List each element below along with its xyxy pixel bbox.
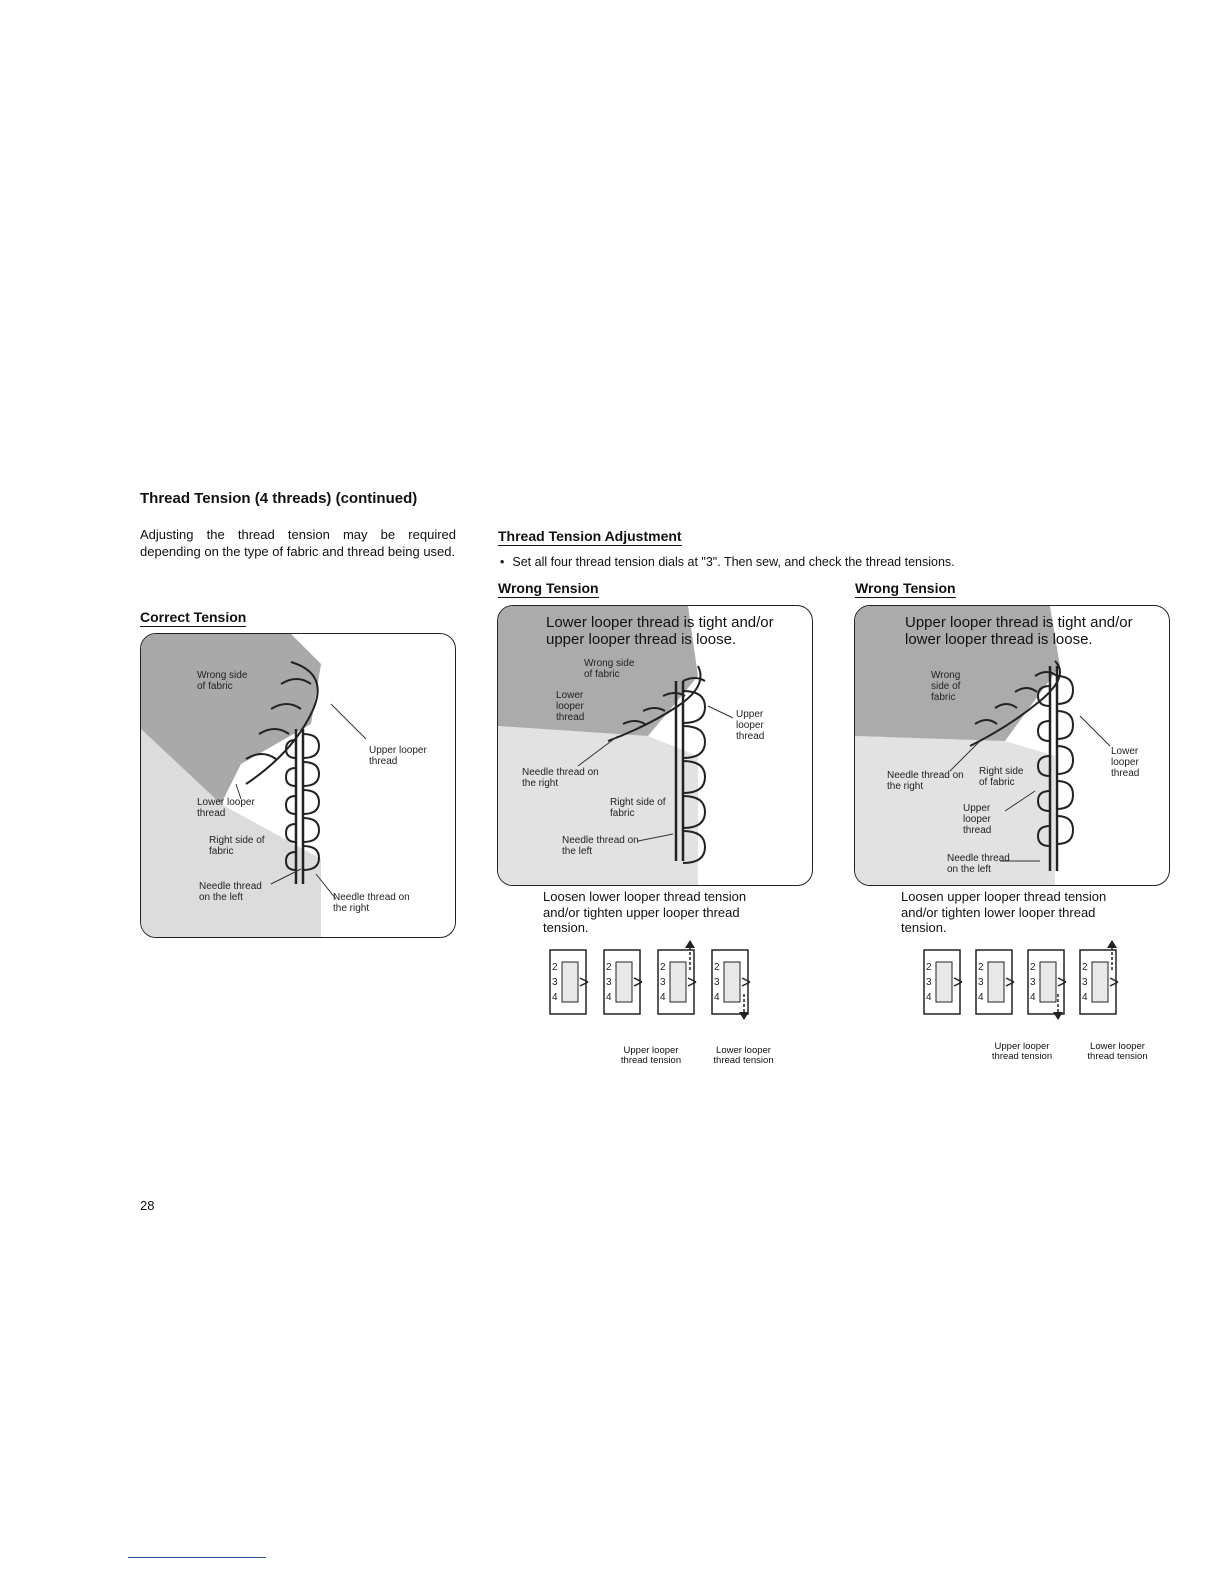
wrong1-instruction: Loosen lower looper thread tension and/or tighten upper looper thread tension. [543,889,747,935]
dial-number: 3 [606,977,612,988]
wrong1-dials-graphic [540,940,790,1020]
dial-number: 3 [1030,977,1036,988]
page-number: 28 [140,1198,155,1213]
wrong1-dial-label-lower: Lower looper thread tension [713,1045,774,1066]
label-needle-left: Needle thread on the left [199,881,262,903]
dial-number: 3 [660,977,666,988]
wrong2-dial-diagram [914,940,1164,1020]
section-title: Thread Tension (4 threads) (continued) [140,490,418,507]
label-needle-right: Needle thread on the right [333,892,410,914]
dial-number: 4 [552,992,558,1003]
dial-number: 2 [926,962,932,973]
dial-number: 2 [606,962,612,973]
wrong1-label-lower-looper: Lower looper thread [556,690,585,723]
wrong1-caption: Lower looper thread is tight and/or upper looper thread is loose. [546,614,774,648]
dial-number: 3 [552,977,558,988]
dial-number: 3 [1082,977,1088,988]
label-right-side: Right side of fabric [209,835,265,857]
wrong2-label-upper-looper: Upper looper thread [963,803,992,836]
dial-number: 2 [1082,962,1088,973]
wrong2-label-wrong-side: Wrong side of fabric [931,670,961,703]
dial-number: 3 [714,977,720,988]
wrong2-label-right-side: Right side of fabric [979,766,1024,788]
wrong1-label-needle-left: Needle thread on the left [562,835,639,857]
dial-number: 4 [1082,992,1088,1003]
wrong1-dial-label-upper: Upper looper thread tension [620,1045,682,1066]
label-upper-looper: Upper looper thread [369,745,427,767]
footer-rule [128,1557,266,1558]
wrong2-caption: Upper looper thread is tight and/or lower looper thread is loose. [905,614,1133,648]
wrong1-label-right-side: Right side of fabric [610,797,666,819]
wrong2-label-lower-looper: Lower looper thread [1111,746,1140,779]
dial-number: 2 [714,962,720,973]
dial-number: 2 [552,962,558,973]
wrong-tension-heading-2: Wrong Tension [855,580,956,596]
wrong-tension-illustration-2 [854,605,1170,886]
wrong2-label-needle-left: Needle thread on the left [947,853,1010,875]
wrong2-label-needle-right: Needle thread on the right [887,770,964,792]
wrong-tension-illustration-1 [497,605,813,886]
wrong1-dial-diagram [540,940,790,1020]
wrong-tension-heading-1: Wrong Tension [498,580,599,596]
dial-number: 3 [926,977,932,988]
correct-tension-heading: Correct Tension [140,609,247,625]
adjustment-bullet: • Set all four thread tension dials at "3". Then sew, and check the thread tensions. [500,555,955,569]
wrong1-label-wrong-side: Wrong side of fabric [584,658,635,680]
wrong1-label-needle-right: Needle thread on the right [522,767,599,789]
dial-number: 3 [978,977,984,988]
dial-number: 4 [978,992,984,1003]
wrong2-instruction: Loosen upper looper thread tension and/or tighten lower looper thread tension. [901,889,1107,935]
label-lower-looper: Lower looper thread [197,797,255,819]
dial-number: 4 [1030,992,1036,1003]
wrong2-dial-label-upper: Upper looper thread tension [991,1041,1053,1062]
dial-number: 2 [978,962,984,973]
adjustment-heading: Thread Tension Adjustment [498,528,682,544]
dial-number: 4 [714,992,720,1003]
wrong2-dial-label-lower: Lower looper thread tension [1087,1041,1148,1062]
intro-text: Adjusting the thread tension may be required depending on the type of fabric and thread being used. [140,527,456,559]
dial-number: 4 [926,992,932,1003]
correct-tension-illustration [140,633,456,938]
dial-number: 2 [1030,962,1036,973]
bullet-icon: • [500,555,505,569]
wrong2-dials-graphic [914,940,1164,1020]
dial-number: 2 [660,962,666,973]
label-wrong-side: Wrong side of fabric [197,670,248,692]
wrong1-label-upper-looper: Upper looper thread [736,709,765,742]
dial-number: 4 [660,992,666,1003]
dial-number: 4 [606,992,612,1003]
